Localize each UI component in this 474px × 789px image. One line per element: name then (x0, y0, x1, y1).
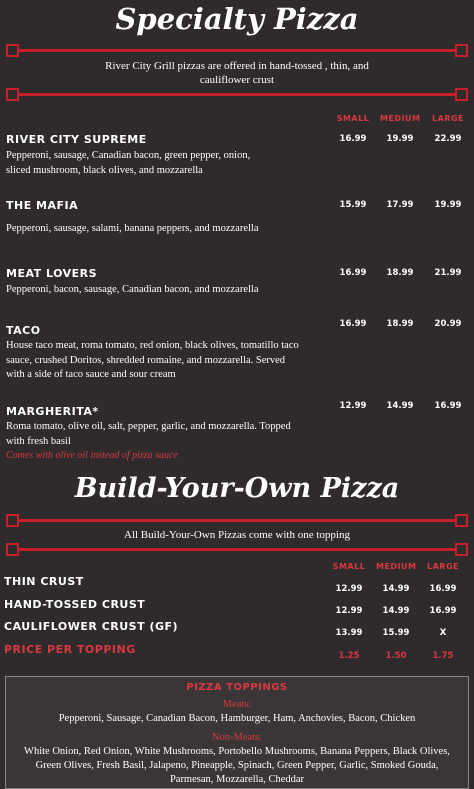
divider (10, 49, 464, 52)
desc-line: Pepperoni, sausage, salami, banana peppers, and mozzarella (6, 223, 259, 234)
topping-price-medium: 1.50 (385, 651, 407, 661)
byo-title: Build-Your-Own Pizza (74, 473, 400, 504)
price-medium: 14.99 (386, 401, 414, 411)
divider (10, 519, 464, 522)
price-small: 16.99 (339, 134, 367, 144)
menu-item-desc (6, 339, 316, 383)
meats-label: Meats: (222, 699, 252, 710)
size-header-small: SMALL (336, 114, 370, 123)
price-medium: 19.99 (386, 134, 414, 144)
desc-line: with fresh basil (6, 435, 71, 447)
desc-line: Pepperoni, bacon, sausage, Canadian bacon, and mozzarella (6, 284, 259, 295)
menu-item-desc (6, 420, 316, 449)
price-large: 16.99 (429, 584, 457, 594)
desc-line: Roma tomato, olive oil, salt, pepper, garlic, and mozzarella. Topped (6, 421, 291, 432)
price-medium: 14.99 (382, 606, 410, 616)
menu-item-desc (6, 222, 316, 237)
price-small: 12.99 (335, 606, 363, 616)
price-small: 15.99 (339, 200, 367, 210)
size-header-medium: MEDIUM (380, 114, 421, 123)
menu-item-desc (6, 149, 316, 178)
desc-line: sliced mushroom, black olives, and mozzarella (6, 164, 203, 176)
topping-price-large: 1.75 (432, 651, 454, 661)
topping-price-small: 1.25 (338, 651, 360, 661)
price-large: 16.99 (429, 606, 457, 616)
menu-item-note: Comes with olive oil instead of pizza sauce (6, 450, 178, 461)
toppings-box (5, 676, 469, 789)
desc-line: with a side of taco sauce and sour cream (6, 369, 176, 380)
price-large: 16.99 (434, 401, 462, 411)
size-header-small: SMALL (332, 562, 366, 571)
menu-item-name: THE MAFIA (6, 199, 79, 212)
specialty-intro (0, 59, 474, 87)
menu-item-name: MARGHERITA* (6, 405, 99, 418)
price-small: 12.99 (335, 584, 363, 594)
size-header-medium: MEDIUM (376, 562, 417, 571)
price-small: 13.99 (335, 628, 363, 638)
nonmeats-label: Non-Meats: (211, 732, 263, 743)
size-header-large: LARGE (432, 114, 464, 123)
crust-name: THIN CRUST (4, 575, 84, 588)
nonmeats-list: White Onion, Red Onion, White Mushrooms, Portobello Mushrooms, Banana Peppers, Black Olives, (24, 746, 450, 757)
topping-price-label: PRICE PER TOPPING (4, 643, 136, 656)
price-large: 19.99 (434, 200, 462, 210)
price-small: 16.99 (339, 319, 367, 329)
meats-list: Pepperoni, Sausage, Canadian Bacon, Hamburger, Ham, Anchovies, Bacon, Chicken (58, 713, 416, 724)
price-large: X (439, 628, 447, 638)
divider (10, 548, 464, 551)
menu-item-name: RIVER CITY SUPREME (6, 133, 147, 146)
toppings-title: PIZZA TOPPINGS (186, 682, 288, 693)
price-medium: 18.99 (386, 268, 414, 278)
intro-line: cauliflower crust (199, 74, 275, 86)
menu-item-name: TACO (6, 324, 41, 337)
specialty-title: Specialty Pizza (115, 2, 359, 36)
price-medium: 15.99 (382, 628, 410, 638)
divider (10, 93, 464, 96)
price-large: 22.99 (434, 134, 462, 144)
menu-item-desc (6, 283, 316, 298)
crust-name: HAND-TOSSED CRUST (4, 598, 146, 611)
price-large: 20.99 (434, 319, 462, 329)
desc-line: House taco meat, roma tomato, red onion, black olives, tomatillo taco (6, 340, 299, 351)
byo-intro: All Build-Your-Own Pizzas come with one topping (124, 529, 350, 541)
price-small: 16.99 (339, 268, 367, 278)
desc-line: Pepperoni, sausage, Canadian bacon, green pepper, onion, (6, 150, 251, 161)
price-small: 12.99 (339, 401, 367, 411)
desc-line: sauce, crushed Doritos, shredded romaine, and mozzarella. Served (6, 354, 286, 366)
nonmeats-list: Parmesan, Mozzarella, Cheddar (169, 774, 305, 785)
crust-name: CAULIFLOWER CRUST (GF) (4, 620, 179, 633)
price-medium: 14.99 (382, 584, 410, 594)
intro-line: River City Grill pizzas are offered in hand-tossed , thin, and (105, 60, 369, 72)
price-large: 21.99 (434, 268, 462, 278)
price-medium: 18.99 (386, 319, 414, 329)
nonmeats-list: Green Olives, Fresh Basil, Jalapeno, Pineapple, Spinach, Green Pepper, Garlic, Smoked Gouda, (35, 760, 439, 771)
price-medium: 17.99 (386, 200, 414, 210)
size-header-large: LARGE (427, 562, 459, 571)
menu-item-name: MEAT LOVERS (6, 267, 98, 280)
